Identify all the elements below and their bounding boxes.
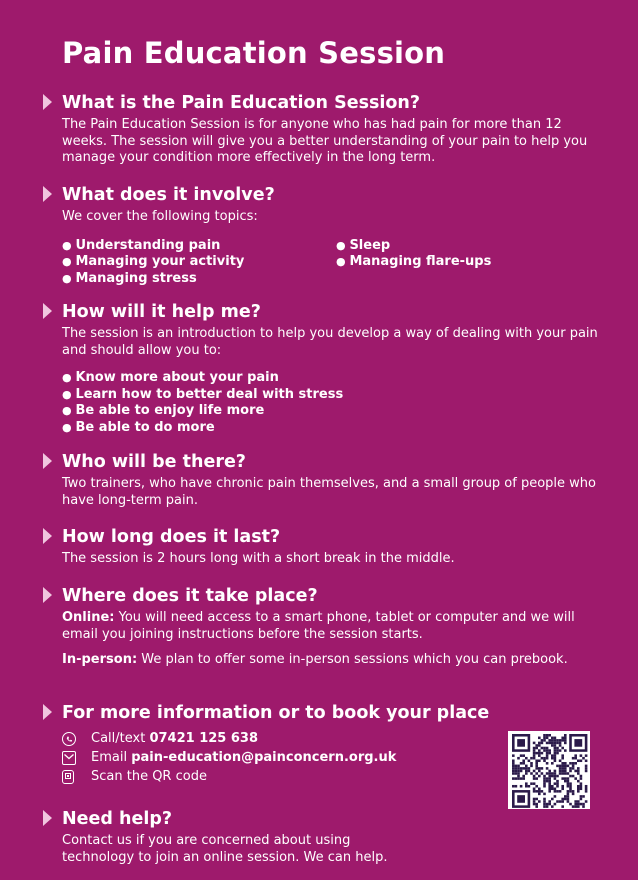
section-body: The Pain Education Session is for anyone who has had pain for more than 12 weeks. The session will give you a better understanding of your pain to help you manage your condition more effectively in the long term. xyxy=(62,117,588,165)
list-item: ● Sleep xyxy=(336,238,491,255)
inperson-text: We plan to offer some in-person sessions which you can prebook. xyxy=(137,652,568,667)
inperson-label: In-person: xyxy=(62,652,138,667)
section-heading: How long does it last? xyxy=(62,527,281,547)
list-item: ● Understanding pain xyxy=(62,238,336,255)
qr-code-image xyxy=(508,731,590,809)
online-label: Online: xyxy=(62,610,115,625)
section-heading: What does it involve? xyxy=(62,185,275,205)
section-involve xyxy=(62,184,602,287)
section-intro: We cover the following topics: xyxy=(62,209,258,224)
call-label: Call/text xyxy=(91,731,150,746)
phone-qr-icon xyxy=(62,770,74,784)
topics-col2 xyxy=(336,238,491,288)
online-paragraph xyxy=(62,610,602,643)
topics-list xyxy=(62,238,602,288)
section-arrow-icon xyxy=(43,303,52,319)
section-arrow-icon xyxy=(43,453,52,469)
section-arrow-icon xyxy=(43,94,52,110)
online-text: You will need access to a smart phone, tablet or computer and we will email you joining instructions before the session starts. xyxy=(62,610,575,642)
section-body-line1: Contact us if you are concerned about using xyxy=(62,833,351,848)
section-where xyxy=(62,585,602,669)
section-heading: Need help? xyxy=(62,809,173,829)
list-item: ● Be able to do more xyxy=(62,420,602,437)
section-heading: Where does it take place? xyxy=(62,586,318,606)
benefits-list xyxy=(62,370,602,436)
section-arrow-icon xyxy=(43,704,52,720)
section-body: The session is 2 hours long with a short break in the middle. xyxy=(62,551,455,566)
section-what xyxy=(62,92,602,167)
section-heading: What is the Pain Education Session? xyxy=(62,93,421,113)
section-heading: Who will be there? xyxy=(62,452,246,472)
section-body: Two trainers, who have chronic pain themselves, and a small group of people who have long-term pain. xyxy=(62,476,596,508)
section-heading: For more information or to book your place xyxy=(62,703,490,723)
list-item: ● Managing your activity xyxy=(62,254,336,271)
section-body-line2: technology to join an online session. We can help. xyxy=(62,849,388,865)
page-title: Pain Education Session xyxy=(62,36,446,70)
section-needhelp xyxy=(62,808,602,866)
phone-number[interactable]: 07421 125 638 xyxy=(149,731,258,746)
section-help xyxy=(62,301,602,436)
section-duration xyxy=(62,526,602,568)
email-label: Email xyxy=(91,750,132,765)
section-body: The session is an introduction to help you develop a way of dealing with your pain and should allow you to: xyxy=(62,326,598,358)
inperson-paragraph xyxy=(62,652,602,669)
section-arrow-icon xyxy=(43,186,52,202)
section-heading: How will it help me? xyxy=(62,302,261,322)
section-arrow-icon xyxy=(43,810,52,826)
email-address[interactable]: pain-education@painconcern.org.uk xyxy=(131,750,397,765)
qr-code[interactable] xyxy=(508,731,590,809)
list-item: ● Be able to enjoy life more xyxy=(62,403,602,420)
list-item: ● Managing stress xyxy=(62,271,336,288)
email-icon xyxy=(62,751,76,765)
whatsapp-icon xyxy=(62,732,76,746)
list-item: ● Managing flare-ups xyxy=(336,254,491,271)
section-who xyxy=(62,451,602,509)
list-item: ● Learn how to better deal with stress xyxy=(62,387,602,404)
qr-text: Scan the QR code xyxy=(91,769,207,784)
section-arrow-icon xyxy=(43,587,52,603)
section-arrow-icon xyxy=(43,528,52,544)
topics-col1 xyxy=(62,238,336,288)
list-item: ● Know more about your pain xyxy=(62,370,602,387)
